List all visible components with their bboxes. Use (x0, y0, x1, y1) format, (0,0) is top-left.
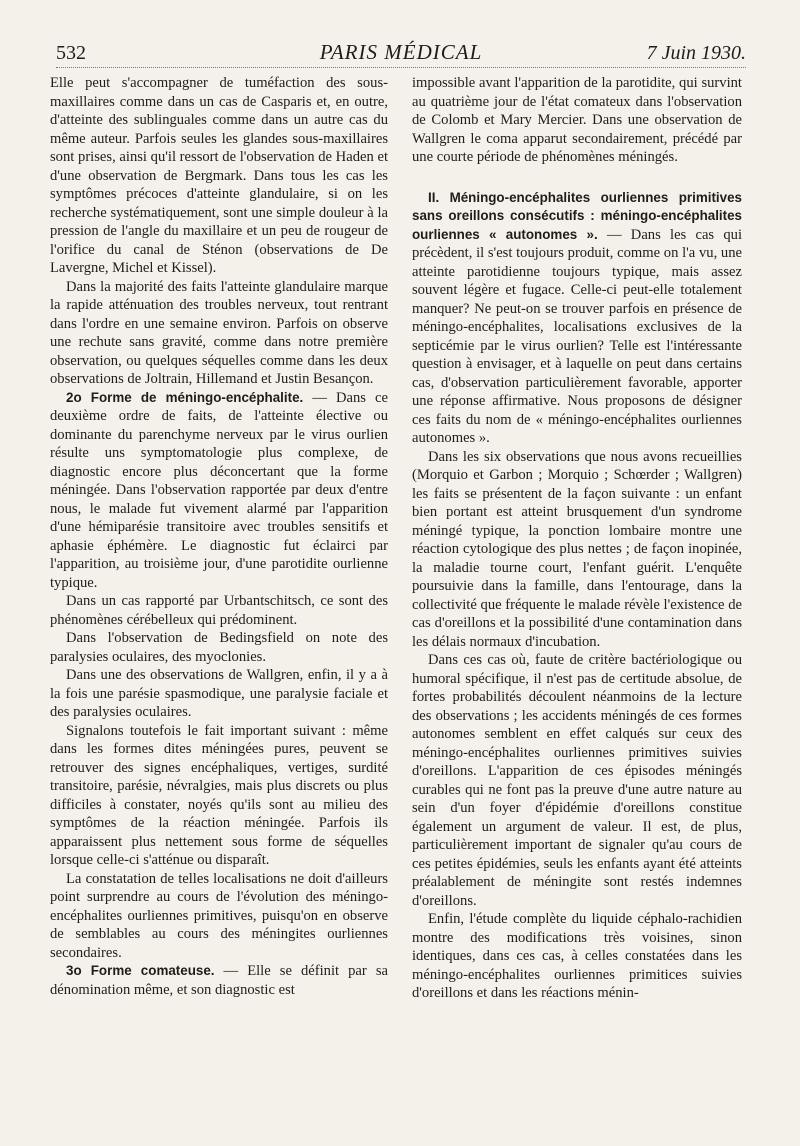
section-paragraph (50, 389, 388, 593)
paragraph: Elle peut s'accompagner de tuméfaction des sous-maxillaires comme dans un cas de Casparis et, en outre, d'atteinte des sublinguales comme dans un autre cas du même auteur. Parfois seules les glandes sous-maxillaires sont prises, ainsi qu'il ressort de l'observation de Haden et d'une observation de Bergmark. Dans tous les cas les symptômes précoces d'atteinte glandulaire, si on les recherche systématiquement, sont une simple douleur à la pression de l'angle du maxillaire et un peu de rougeur de l'orifice du canal de Sténon (observations de De Lavergne, Michel et Kissel). (50, 75, 388, 276)
running-header (56, 40, 746, 70)
journal-title: PARIS MÉDICAL (319, 40, 483, 64)
section-heading: 3o Forme comateuse. (66, 963, 215, 978)
section-text: — Dans les cas qui précèdent, il s'est toujours produit, comme on l'a vu, une atteinte parotidienne toujours typique, mais assez souvent légère et fugace. Celle-ci peut-elle totalement manquer? Ne peut-on se trouver parfois en présence de méningo-encéphalites, localisations exclusives de la septicémie par le virus ourlien? Telle est l'intéressante question à envisager, et à laquelle on peut dans certains cas, d'observation particulièrement favorable, apporter une réponse affirmative. Nous proposons de désigner ces faits du nom de « méningo-encéphalites ourliennes autonomes ». (412, 226, 742, 446)
right-column (412, 74, 742, 1003)
section-paragraph (50, 962, 388, 999)
paragraph: Dans un cas rapporté par Urbantschitsch, ce sont des phénomènes cérébelleux qui prédominent. (50, 593, 388, 628)
paragraph: Dans l'observation de Bedingsfield on note des paralysies oculaires, des myoclonies. (50, 630, 388, 665)
paragraph: La constatation de telles localisations ne doit d'ailleurs point surprendre au cours de l'évolution des méningo-encéphalites ourliennes primitives, puisqu'on en observe de semblables au cours des méningites ourliennes secondaires. (50, 870, 388, 961)
section-text: — Dans ce deuxième ordre de faits, de l'atteinte élective ou dominante du parenchyme nerveux par le virus ourlien résulte uns symptomatologie plus complexe, de diagnostic encore plus déconcertant que la forme méningée. Dans l'observation rapportée par deux d'entre nous, le malade fut vivement alarmé par l'apparition d'une hémiparésie transitoire avec troubles sensitifs et aphasie éphémère. Le diagnostic fut éclairci par l'apparition, au troisième jour, d'une parotidite ourlienne typique. (50, 389, 388, 591)
paragraph: Dans les six observations que nous avons recueillies (Morquio et Garbon ; Morquio ; Schœrder ; Wallgren) les faits se présentent de la façon suivante : un enfant bien portant est atteint brusquement d'un syndrome méningé typique, la ponction lombaire montre une réaction cytologique des plus nettes ; de façon inopinée, la maladie tourne court, l'enfant guérit. L'enquête poursuivie dans la famille, dans l'entourage, dans la collectivité que fréquente le malade révèle l'existence de cas d'oreillons et la possibilité d'une contamination dans les délais normaux d'incubation. (412, 448, 742, 650)
issue-date: 7 Juin 1930. (646, 42, 746, 64)
section-text: — Elle se définit par sa dénomination même, et son diagnostic est (50, 963, 388, 998)
section-paragraph (412, 189, 742, 448)
page-number: 532 (56, 42, 86, 64)
paragraph: Dans la majorité des faits l'atteinte glandulaire marque la rapide atténuation des troubles nerveux, tout rentrant dans l'ordre en une semaine environ. Parfois on observe une rechute sans gravité, comme dans notre première observation, ou quelques séquelles comme dans les deux observations de Joltrain, Hillemand et Justin Besançon. (50, 278, 388, 387)
paragraph: Dans ces cas où, faute de critère bactériologique ou humoral spécifique, il n'est pas de certitude absolue, de fortes probabilités découlent néanmoins de la lecture des observations ; les accidents méningés de ces formes autonomes semblent en effet calqués sur ceux des méningo-encéphalites ourliennes primitives suivies d'oreillons. L'apparition de ces épisodes méningés curables qui ne font pas la preuve d'une autre nature au sein d'un foyer d'épidémie d'oreillons constitue également un argument de valeur. Il est, de plus, particulièrement important de signaler qu'au cours de ces petites épidémies, seuls les enfants ayant été atteints préalablement de méningite sont restés indemnes d'oreillons. (412, 652, 742, 909)
header-rule (56, 67, 746, 68)
left-column (50, 74, 388, 999)
section-heading: II. Méningo-encéphalites ourliennes primitives sans oreillons consécutifs : méningo-encéphalites ourliennes « autonomes ». (412, 189, 742, 242)
paragraph: Signalons toutefois le fait important suivant : même dans les formes dites méningées pures, peuvent se retrouver des signes encéphaliques, vertiges, surdité transitoire, parésie, névralgies, mais plus discrets ou plus difficiles à constater, noyés qu'ils sont au milieu des symptômes de la réaction méningée. Parfois ils apparaissent plus nettement sous forme de séquelles lorsque celle-ci s'atténue ou disparaît. (50, 722, 388, 868)
section-heading: 2o Forme de méningo-encéphalite. (66, 389, 304, 405)
paragraph: Dans une des observations de Wallgren, enfin, il y a à la fois une parésie spasmodique, une paralysie faciale et des paralysies oculaires. (50, 667, 388, 720)
paragraph: Enfin, l'étude complète du liquide céphalo-rachidien montre des modifications très voisines, sinon identiques, dans ces cas, à celles constatées dans les méningo-encéphalites ourliennes primitices suivies d'oreillons et dans les réactions ménin- (412, 911, 742, 1001)
paragraph: impossible avant l'apparition de la parotidite, qui survint au quatrième jour de l'état comateux dans l'observation de Colomb et Mary Mercier. Dans une observation de Wallgren le coma apparut secondairement, précédé par une courte période de phénomènes méningés. (412, 75, 742, 165)
